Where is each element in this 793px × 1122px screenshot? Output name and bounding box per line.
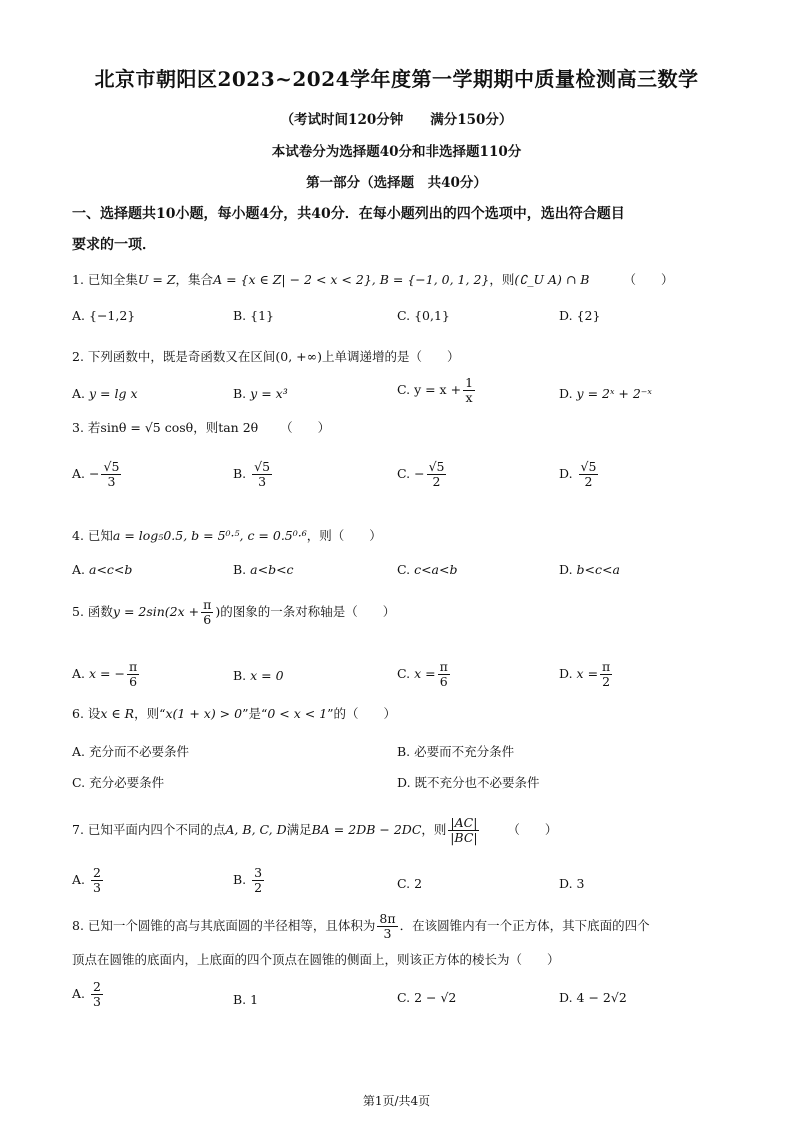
q3-stem: 3. 若 [72,420,101,435]
numerator: √5 [103,459,120,474]
q7-stem: 7. 已知平面内四个不同的点 [72,821,226,837]
q6-stem: 6. 设 [72,706,101,721]
option-letter: A. [72,308,86,323]
option-value: b<c<a [576,562,620,577]
denominator: 2 [584,473,593,489]
question-5 [72,598,395,627]
q7-stem-tail: ，则 [421,821,447,837]
q4-option-c [397,562,457,577]
option-letter: D. [559,665,573,681]
numerator: 8π [379,911,396,926]
option-letter: B. [233,562,247,577]
option-letter: B. [233,465,247,481]
q8-option-a [72,980,105,1009]
q7-option-a [72,866,105,895]
q1-stem: 1. 已知全集 [72,272,138,287]
q1-expression: (∁_U A) ∩ B [514,272,590,287]
option-value: 2 − √2 [414,990,457,1005]
q3-option-c [397,460,448,489]
q4-stem-tail: ，则（ ） [306,528,382,543]
option-letter: D. [397,775,411,790]
denominator: |BC| [450,829,478,845]
q2-option-b [233,386,288,401]
q3-condition: sinθ = √5 cosθ [100,420,194,435]
option-letter: A. [72,386,86,401]
numerator: 2 [93,865,101,880]
q5-stem: 5. 函数 [72,603,113,619]
q8-stem-tail: ．在该圆锥内有一个正方体，其下底面的四个 [399,917,650,933]
option-letter: B. [233,308,247,323]
numerator: √5 [580,459,597,474]
option-value: {1} [250,308,275,323]
denominator: 3 [383,925,392,941]
option-letter: A. [72,871,86,887]
option-letter: D. [559,990,573,1005]
answer-blank: （ ） [623,272,674,287]
q3-stem-mid: ，则 [193,420,219,435]
option-letter: B. [233,386,247,401]
q7-option-c: C. 2 [397,876,423,891]
option-value: y = 2ˣ + 2⁻ˣ [576,386,652,401]
q2-stem: 2. 下列函数中，既是奇函数又在区间 [72,349,276,364]
q8-option-b: B. 1 [233,992,259,1007]
option-value: a<b<c [250,562,294,577]
q1-universe: U = Z [137,272,176,287]
numerator: |AC| [450,815,478,830]
q8-option-c [397,990,456,1005]
denominator: 6 [203,611,212,627]
option-letter: C. [397,381,411,397]
denominator: 6 [439,673,448,689]
q6-condition-2: 0 < x < 1 [267,706,328,721]
q5-option-d [559,660,614,689]
q2-option-c [397,376,477,405]
q1-option-d [559,308,600,323]
q5-function: y = 2sin(2x + [112,603,200,619]
option-value: {2} [576,308,601,323]
denominator: 2 [432,473,441,489]
q6-option-d [397,773,540,791]
numerator: π [439,659,448,674]
option-letter: A. [72,744,86,759]
option-value: y = x + [414,381,462,397]
q5-option-c [397,660,452,689]
q1-sets: A = {x ∈ Z| − 2 < x < 2}, B = {−1, 0, 1, 2} [213,272,490,287]
q6-condition-1: x(1 + x) > 0 [165,706,243,721]
q6-option-b [397,742,514,760]
q4-option-b [233,562,294,577]
q2-interval: (0, +∞) [275,349,322,364]
page-footer: 第1页/共4页 [362,1094,431,1108]
q1-option-b [233,308,274,323]
denominator: 3 [93,879,101,895]
question-6 [72,704,396,722]
q1-stem-mid: ，集合 [175,272,214,287]
option-letter: A. [72,665,86,681]
option-letter: C. [72,775,86,790]
answer-blank: （ ） [507,821,558,837]
option-letter: D. [559,465,573,481]
option-value: x = [414,665,436,681]
numerator: π [128,659,138,674]
question-3 [72,418,330,436]
denominator: 6 [129,673,138,689]
q7-stem-mid: 满足 [286,821,312,837]
q4-option-a [72,562,132,577]
q2-option-a [72,386,138,401]
question-8-cont: 顶点在圆锥的底面内，上底面的四个顶点在圆锥的侧面上，则该正方体的棱长为（ ） [72,952,560,967]
option-value: 必要而不充分条件 [414,744,515,759]
q4-stem: 4. 已知 [72,528,113,543]
q3-option-a [72,460,123,489]
section-heading-cont: 要求的一项． [72,237,156,253]
sign: − [89,465,100,481]
numerator: π [602,659,611,674]
option-letter: A. [72,562,86,577]
option-letter: D. [559,308,573,323]
composition-note: 本试卷分为选择题40分和非选择题110分 [271,144,522,160]
option-letter: C. [397,562,411,577]
q4-option-d [559,562,620,577]
option-letter: C. [397,465,411,481]
denominator: 2 [602,673,611,689]
numerator: 3 [254,865,263,880]
q6-stem-mid2: ”是“ [242,706,268,721]
q6-stem-tail: ”的（ ） [327,706,397,721]
option-value: x = − [89,665,125,681]
option-value: {−1,2} [89,308,136,323]
option-value: x = 0 [250,668,284,683]
denominator: 3 [258,473,267,489]
option-letter: A. [72,465,86,481]
question-2 [72,347,459,365]
q8-stem: 8. 已知一个圆锥的高与其底面圆的半径相等，且体积为 [72,917,376,933]
sign: − [414,465,425,481]
q5-close-paren: ) [215,603,221,619]
question-1 [72,270,674,288]
numerator: √5 [254,459,271,474]
option-value: a<c<b [89,562,133,577]
q1-stem-tail: ，则 [489,272,515,287]
option-value: 4 − 2√2 [576,990,627,1005]
page-title: 北京市朝阳区2023~2024学年度第一学期期中质量检测高三数学 [94,67,699,91]
option-letter: C. [397,665,411,681]
option-value: 充分必要条件 [89,775,165,790]
option-letter: D. [559,386,573,401]
q6-option-c [72,773,164,791]
denominator: x [465,389,473,405]
q8-option-d [559,990,627,1005]
q7-points: A, B, C, D [225,821,287,837]
option-value: {0,1} [414,308,450,323]
question-8 [72,912,650,941]
q2-stem-tail: 上单调递增的是（ ） [321,349,460,364]
q6-option-a [72,742,189,760]
option-letter: B. [233,871,247,887]
question-4 [72,526,382,544]
q1-option-a [72,308,135,323]
numerator: π [203,597,212,612]
q5-option-b [233,668,284,683]
numerator: √5 [428,459,445,474]
option-letter: C. [397,308,411,323]
option-value: y = x³ [250,386,288,401]
q6-stem-mid: ，则“ [134,706,166,721]
question-7 [72,816,557,845]
exam-info: （考试时间120分钟 满分150分） [280,112,513,128]
q3-option-d [559,460,600,489]
option-letter: D. [559,562,573,577]
part-title: 第一部分（选择题 共40分） [306,175,487,191]
q5-option-a [72,660,141,689]
denominator: 3 [107,473,116,489]
q6-variable: x ∈ R [100,706,135,721]
option-letter: C. [397,990,411,1005]
option-value: 既不充分也不必要条件 [414,775,540,790]
option-value: x = [576,665,599,681]
q1-option-c [397,308,450,323]
option-letter: B. [233,668,247,683]
q4-condition: a = log₅0.5, b = 5⁰·⁵, c = 0.5⁰·⁶ [112,528,307,543]
q7-equation: BA = 2DB − 2DC [311,821,422,837]
numerator: 2 [93,979,101,994]
denominator: 3 [93,993,101,1009]
option-value: c<a<b [414,562,458,577]
q7-option-b [233,866,266,895]
option-letter: A. [72,985,86,1001]
q2-option-d [559,386,652,401]
numerator: 1 [465,375,474,390]
q5-stem-tail: 的图象的一条对称轴是（ ） [220,603,396,619]
section-heading: 一、选择题共10小题，每小题4分，共40分．在每小题列出的四个选项中，选出符合题目 [72,206,625,222]
option-value: y = lg x [89,386,138,401]
q3-option-b [233,460,274,489]
denominator: 2 [254,879,263,895]
q7-option-d: D. 3 [559,876,585,891]
option-value: 充分而不必要条件 [89,744,190,759]
answer-blank: （ ） [280,420,331,435]
q3-expression: tan 2θ [218,420,259,435]
option-letter: B. [397,744,411,759]
